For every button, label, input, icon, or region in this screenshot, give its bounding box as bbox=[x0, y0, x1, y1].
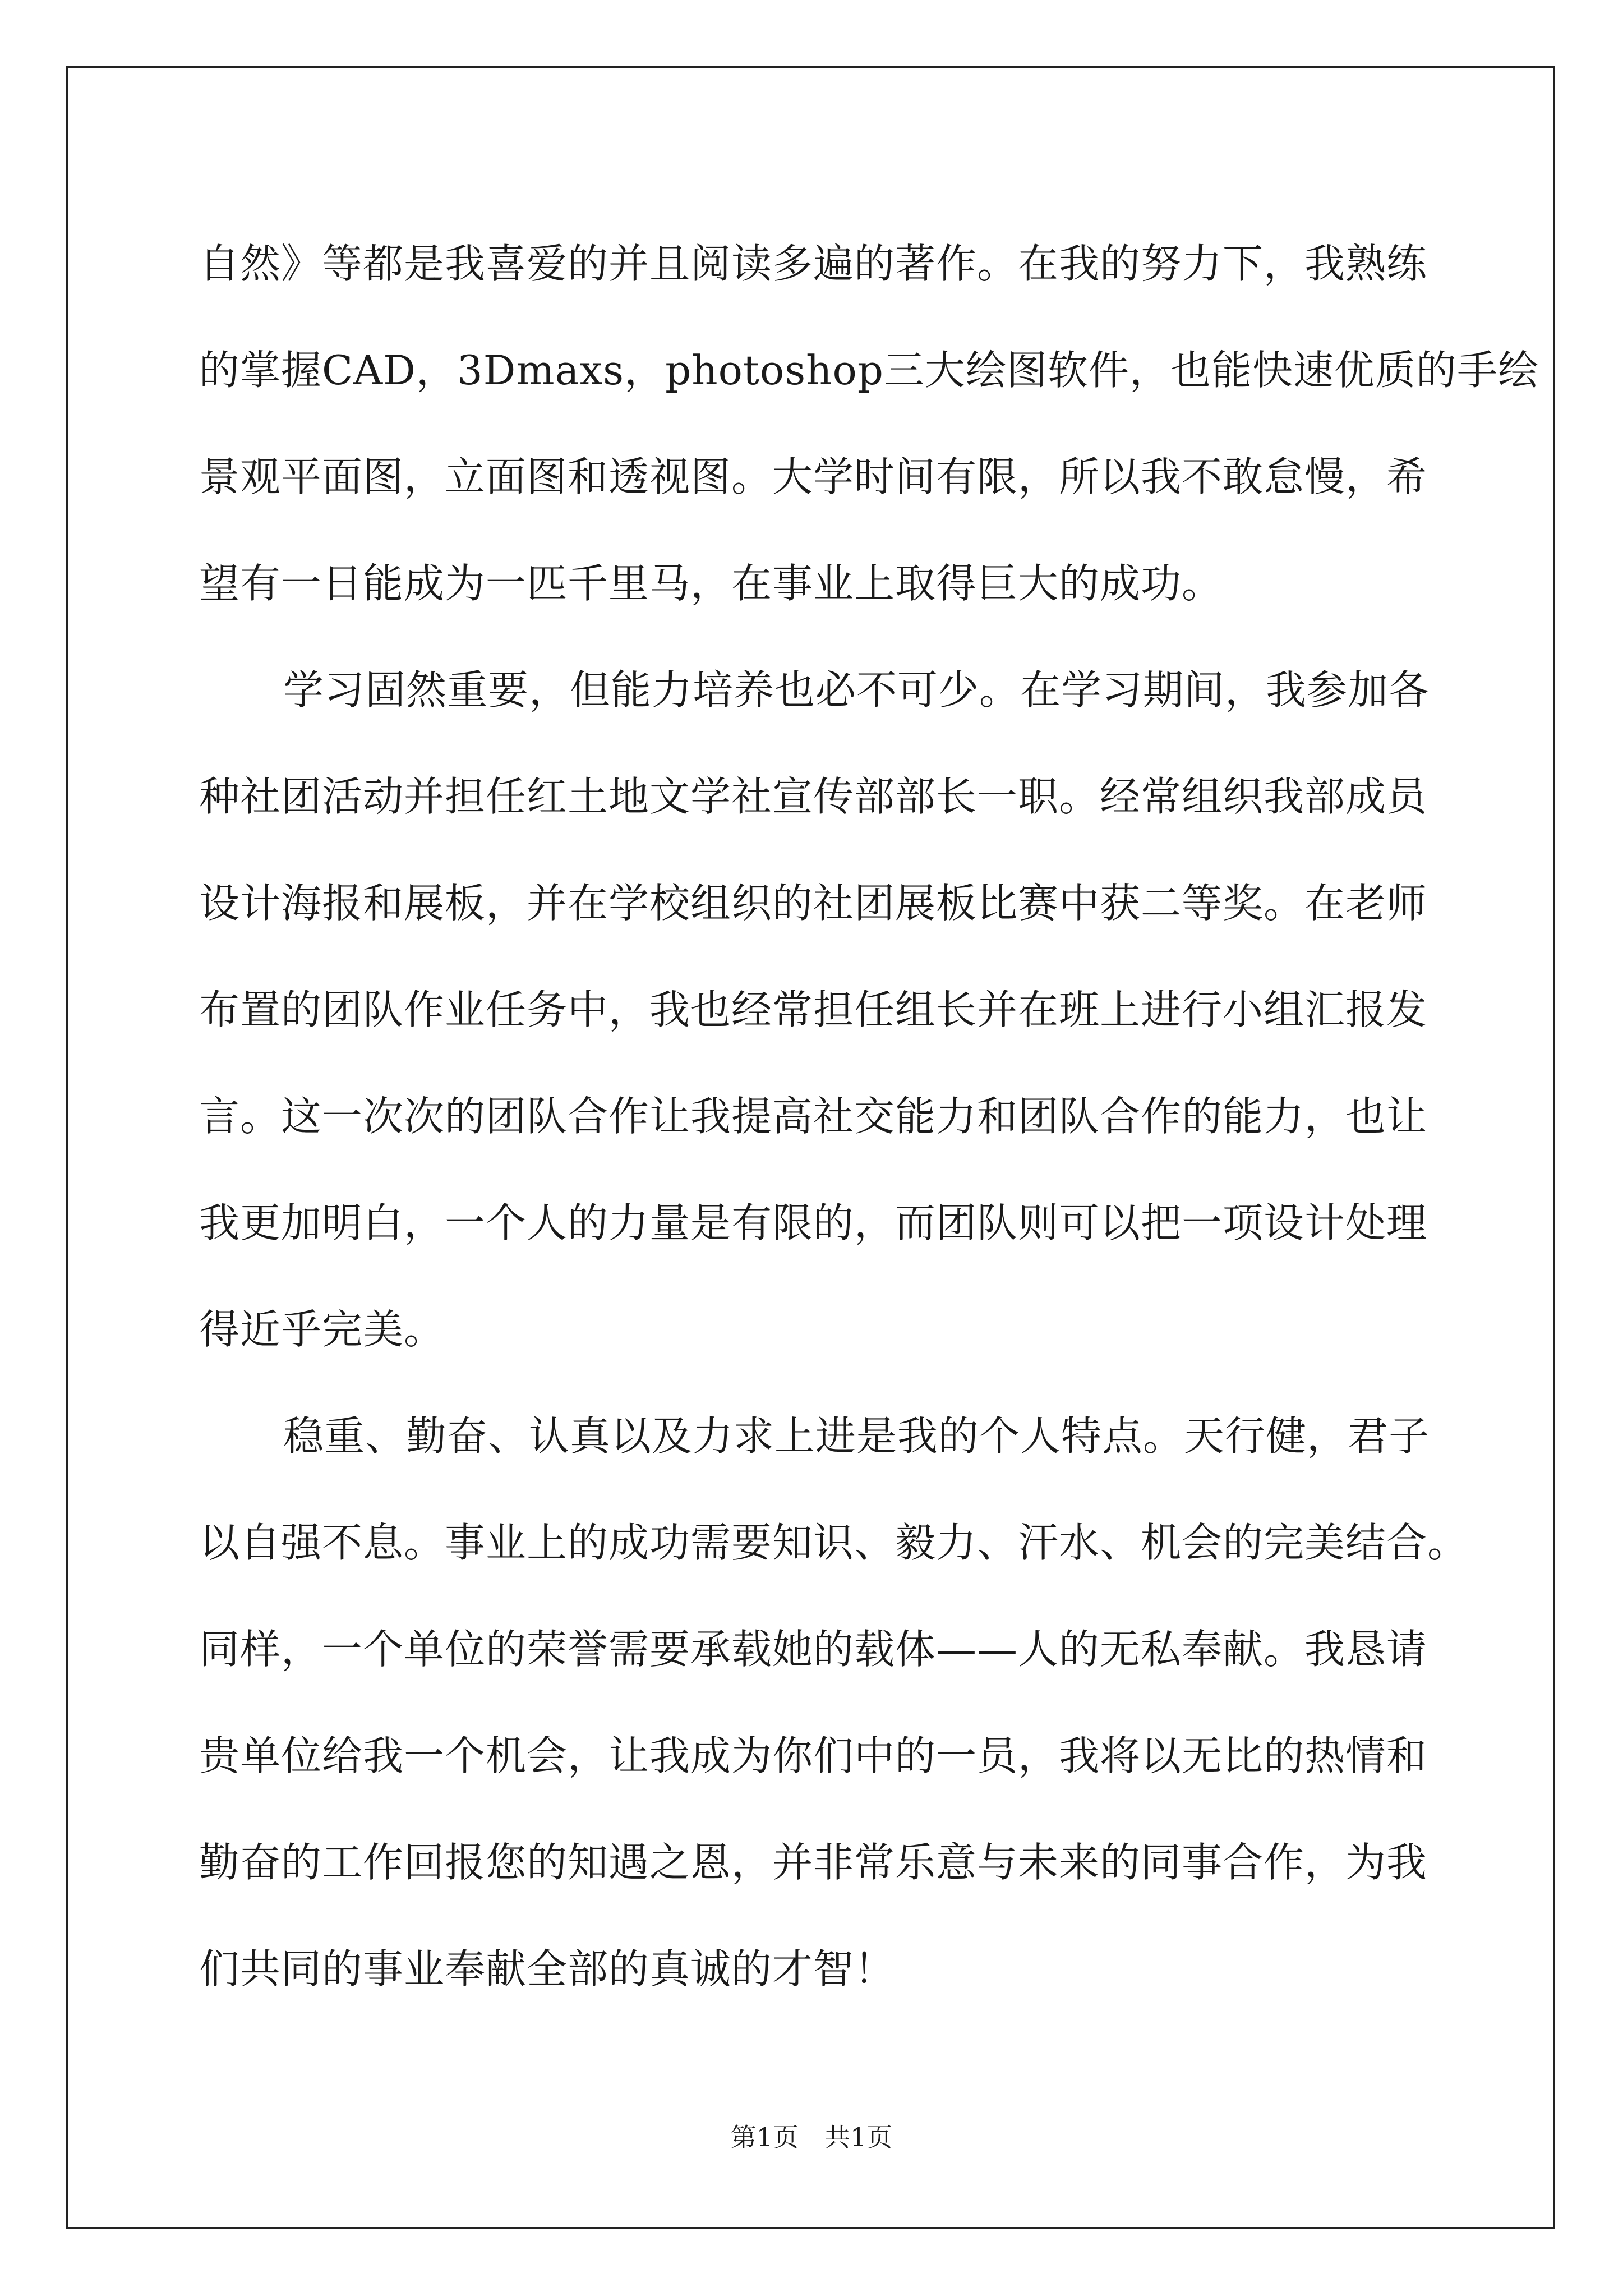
text-line: 得近乎完美。 bbox=[199, 1306, 445, 1353]
text-line: 言。这一次次的团队合作让我提高社交能力和团队合作的能力，也让 bbox=[199, 1093, 1428, 1140]
text-line: 勤奋的工作回报您的知遇之恩，并非常乐意与未来的同事合作，为我 bbox=[199, 1839, 1428, 1886]
text-line: 景观平面图，立面图和透视图。大学时间有限，所以我不敢怠慢，希 bbox=[199, 453, 1428, 500]
text-line: 们共同的事业奉献全部的真诚的才智！ bbox=[199, 1945, 896, 1993]
text-line: 稳重、勤奋、认真以及力求上进是我的个人特点。天行健，君子 bbox=[283, 1412, 1430, 1460]
page-number-footer: 第1页 共1页 bbox=[730, 2122, 893, 2152]
paragraph-2 bbox=[199, 637, 1467, 1383]
paragraph-3 bbox=[199, 1383, 1467, 2022]
text-line: 望有一日能成为一匹千里马，在事业上取得巨大的成功。 bbox=[199, 560, 1223, 607]
document-body bbox=[199, 210, 1539, 2022]
text-line: 我更加明白，一个人的力量是有限的，而团队则可以把一项设计处理 bbox=[199, 1199, 1428, 1246]
paragraph-1 bbox=[199, 210, 1539, 637]
text-line: 种社团活动并担任红土地文学社宣传部部长一职。经常组织我部成员 bbox=[199, 773, 1428, 820]
text-line: 的掌握CAD，3Dmaxs，photoshop三大绘图软件，也能快速优质的手绘 bbox=[199, 347, 1539, 394]
text-line: 贵单位给我一个机会，让我成为你们中的一员，我将以无比的热情和 bbox=[199, 1732, 1428, 1779]
text-line: 布置的团队作业任务中，我也经常担任组长并在班上进行小组汇报发 bbox=[199, 986, 1428, 1033]
text-line: 自然》等都是我喜爱的并且阅读多遍的著作。在我的努力下，我熟练 bbox=[199, 240, 1428, 287]
text-line: 设计海报和展板，并在学校组织的社团展板比赛中获二等奖。在老师 bbox=[199, 880, 1428, 927]
text-line: 以自强不息。事业上的成功需要知识、毅力、汗水、机会的完美结合。 bbox=[199, 1519, 1469, 1566]
text-line: 同样，一个单位的荣誉需要承载她的载体——人的无私奉献。我恳请 bbox=[199, 1626, 1428, 1673]
text-line: 学习固然重要，但能力培养也必不可少。在学习期间，我参加各 bbox=[283, 666, 1430, 714]
